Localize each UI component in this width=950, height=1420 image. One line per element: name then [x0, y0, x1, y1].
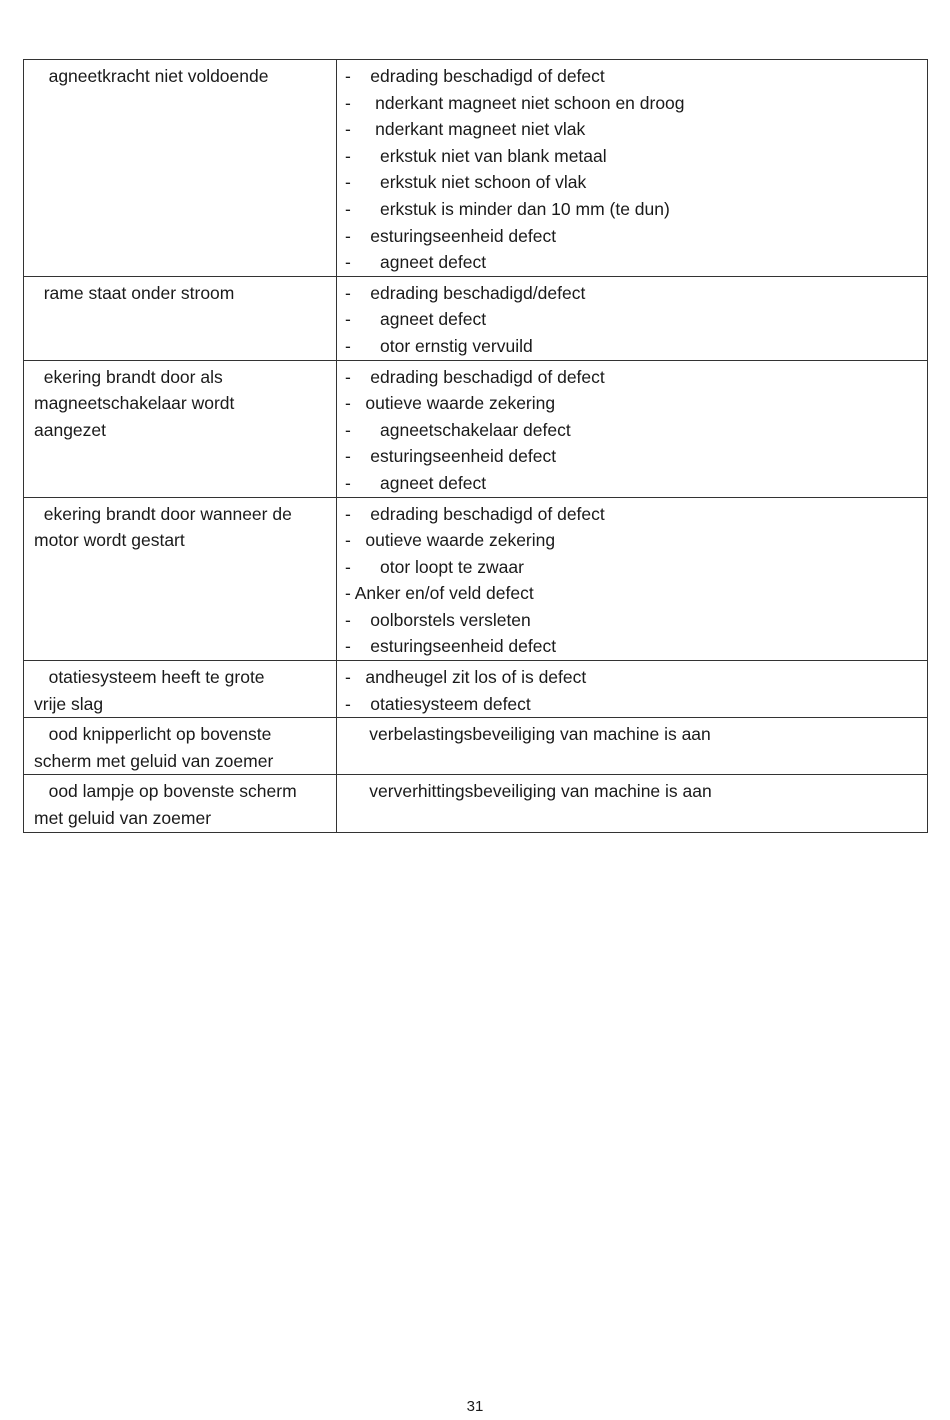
cause-cell	[337, 60, 927, 276]
cause-item: - erkstuk niet schoon of vlak	[345, 172, 587, 193]
table-row	[24, 361, 927, 498]
problem-text: ekering brandt door wanneer de	[34, 503, 292, 524]
cause-item: - Anker en/of veld defect	[345, 583, 534, 604]
cause-item: - otatiesysteem defect	[345, 693, 531, 714]
cause-item: - oolborstels versleten	[345, 609, 531, 630]
troubleshooting-table	[23, 59, 928, 833]
problem-text: met geluid van zoemer	[34, 808, 212, 829]
problem-text: agneetkracht niet voldoende	[34, 66, 269, 86]
cause-cell	[337, 718, 927, 774]
cause-item: - edrading beschadigd of defect	[345, 366, 605, 387]
cause-cell	[337, 775, 927, 831]
cause-item: - edrading beschadigd/defect	[345, 282, 586, 303]
problem-text: scherm met geluid van zoemer	[34, 750, 274, 771]
problem-cell	[24, 718, 337, 774]
problem-cell	[24, 361, 337, 497]
table-row	[24, 498, 927, 662]
problem-text: rame staat onder stroom	[34, 282, 235, 303]
table-row	[24, 277, 927, 361]
cause-item: - otor loopt te zwaar	[345, 556, 524, 577]
problem-text: vrije slag	[34, 693, 104, 714]
cause-item: - outieve waarde zekering	[345, 530, 556, 551]
cause-item: - agneet defect	[345, 472, 487, 493]
cause-item: - andheugel zit los of is defect	[345, 667, 587, 688]
problem-text: otatiesysteem heeft te grote	[34, 667, 265, 688]
cause-item: - outieve waarde zekering	[345, 393, 556, 414]
cause-item: - nderkant magneet niet vlak	[345, 119, 586, 140]
cause-item: - edrading beschadigd of defect	[345, 66, 605, 86]
table-row	[24, 60, 927, 277]
cause-item: - erkstuk is minder dan 10 mm (te dun)	[345, 198, 670, 219]
problem-text: motor wordt gestart	[34, 530, 185, 551]
cause-cell	[337, 661, 927, 717]
problem-cell	[24, 60, 337, 276]
table-row	[24, 718, 927, 775]
cause-item: - edrading beschadigd of defect	[345, 503, 605, 524]
cause-cell	[337, 361, 927, 497]
cause-item: - erkstuk niet van blank metaal	[345, 145, 607, 166]
cause-item: - esturingseenheid defect	[345, 225, 557, 246]
problem-text: ood knipperlicht op bovenste	[34, 724, 272, 745]
problem-text: ood lampje op bovenste scherm	[34, 781, 297, 802]
problem-cell	[24, 661, 337, 717]
cause-cell	[337, 277, 927, 360]
problem-cell	[24, 498, 337, 661]
cause-item: - agneetschakelaar defect	[345, 419, 571, 440]
table-row	[24, 775, 927, 831]
cause-item: ververhittingsbeveiliging van machine is aan	[345, 781, 712, 802]
cause-cell	[337, 498, 927, 661]
problem-cell	[24, 277, 337, 360]
page-number: 31	[466, 1398, 484, 1415]
table-row	[24, 661, 927, 718]
cause-item: - agneet defect	[345, 309, 487, 330]
cause-item: - esturingseenheid defect	[345, 446, 557, 467]
cause-item: - agneet defect	[345, 252, 487, 273]
problem-text: aangezet	[34, 419, 107, 440]
problem-text: ekering brandt door als	[34, 366, 223, 387]
cause-item: - nderkant magneet niet schoon en droog	[345, 92, 685, 113]
cause-item: - otor ernstig vervuild	[345, 335, 533, 356]
problem-text: magneetschakelaar wordt	[34, 393, 235, 414]
cause-item: verbelastingsbeveiliging van machine is aan	[345, 724, 711, 745]
problem-cell	[24, 775, 337, 831]
cause-item: - esturingseenheid defect	[345, 636, 557, 657]
